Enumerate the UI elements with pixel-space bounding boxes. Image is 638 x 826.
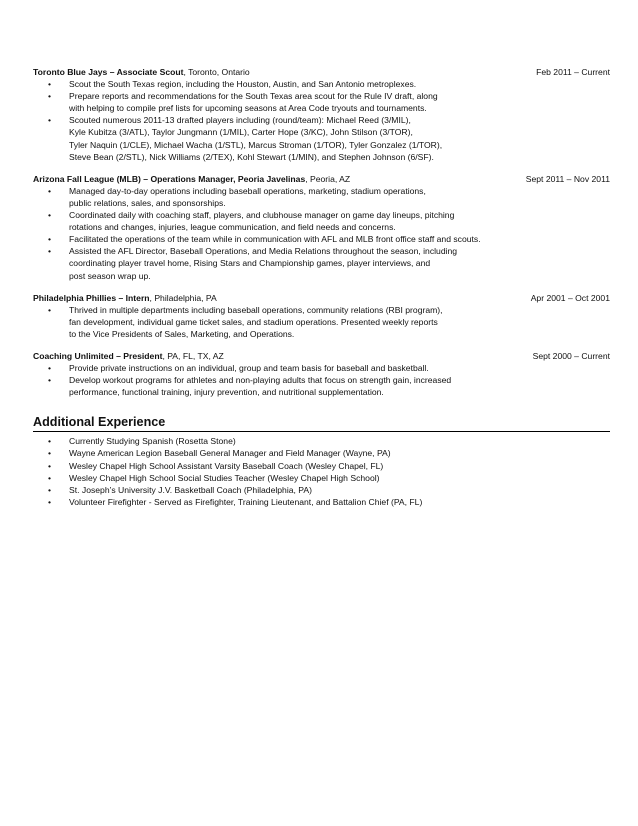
job-role: Intern: [125, 292, 150, 303]
job-bullet: [33, 78, 610, 90]
job-header: [33, 350, 610, 362]
additional-item-text: Wayne American Legion Baseball General Manager and Field Manager (Wayne, PA): [69, 448, 391, 459]
bullet-line: to the Vice Presidents of Sales, Marketing, and Operations.: [69, 328, 295, 339]
job-location: , Philadelphia, PA: [149, 292, 217, 303]
bullet-marker: •: [48, 448, 52, 459]
job-bullets: [33, 185, 610, 282]
job-bullets: [33, 78, 610, 163]
additional-experience-item: [33, 496, 610, 508]
bullet-line: fan development, individual game ticket sales, and stadium operations. Presented weekly reports: [69, 316, 438, 327]
job-title-line: [33, 173, 350, 185]
resume-content: [33, 66, 610, 508]
bullet-marker: •: [48, 210, 52, 221]
employer-name: Toronto Blue Jays: [33, 67, 108, 77]
employer-name: Arizona Fall League (MLB): [33, 173, 141, 184]
bullet-line: performance, functional training, injury prevention, and nutritional supplementation.: [69, 387, 384, 398]
job-bullet: [33, 209, 610, 233]
bullet-marker: •: [48, 375, 52, 386]
job-entry: [33, 350, 610, 398]
job-role: Operations Manager, Peoria Javelinas: [150, 173, 306, 184]
bullet-line: post season wrap up.: [69, 270, 151, 281]
bullet-line: Steve Bean (2/STL), Nick Williams (2/TEX), Kohl Stewart (1/MIN), and Stephen Johnson (6/SF).: [69, 151, 434, 162]
bullet-marker: •: [48, 185, 52, 196]
bullet-marker: •: [48, 472, 52, 483]
bullet-marker: •: [48, 496, 52, 507]
job-bullets: [33, 304, 610, 340]
additional-experience-item: [33, 435, 610, 447]
bullet-line: Kyle Kubitza (3/ATL), Taylor Jungmann (1/MIL), Carter Hope (3/KC), John Stilson (3/TOR),: [69, 127, 413, 138]
additional-item-text: Currently Studying Spanish (Rosetta Stone): [69, 436, 236, 447]
bullet-marker: •: [48, 246, 52, 257]
bullet-marker: •: [48, 484, 52, 495]
bullet-line: Develop workout programs for athletes and non-playing adults that focus on strength gain, increased: [69, 375, 452, 386]
bullet-marker: •: [48, 115, 52, 126]
additional-item-text: Wesley Chapel High School Assistant Varsity Baseball Coach (Wesley Chapel, FL): [69, 460, 384, 471]
bullet-marker: •: [48, 234, 52, 245]
bullet-marker: •: [48, 460, 52, 471]
job-bullet: [33, 374, 610, 398]
job-entry: [33, 66, 610, 163]
job-header: [33, 292, 610, 304]
additional-item-text: Wesley Chapel High School Social Studies Teacher (Wesley Chapel High School): [69, 472, 380, 483]
additional-experience-item: [33, 472, 610, 484]
bullet-line: Facilitated the operations of the team while in communication with AFL and MLB front office staff and scouts.: [69, 234, 481, 245]
bullet-line: Tyler Naquin (1/CLE), Michael Wacha (1/STL), Marcus Stroman (1/TOR), Tyler Gonzalez (1/TOR),: [69, 139, 443, 150]
bullet-line: Coordinated daily with coaching staff, players, and clubhouse manager on game day lineups, pitching: [69, 210, 455, 221]
additional-experience-heading: Additional Experience: [33, 414, 610, 432]
job-bullets: [33, 362, 610, 398]
additional-item-text: St. Joseph’s University J.V. Basketball Coach (Philadelphia, PA): [69, 484, 312, 495]
bullet-line: Scouted numerous 2011-13 drafted players including (round/team): Michael Reed (3/MIL),: [69, 115, 411, 126]
employer-name: Coaching Unlimited: [33, 350, 114, 361]
job-header: [33, 173, 610, 185]
job-dates: Sept 2000 – Current: [532, 350, 610, 361]
bullet-line: Thrived in multiple departments including baseball operations, community relations (RBI program),: [69, 304, 443, 315]
bullet-marker: •: [48, 436, 52, 447]
title-separator: –: [116, 292, 126, 303]
job-title-line: [33, 292, 217, 304]
job-bullet: [33, 233, 610, 245]
bullet-marker: •: [48, 304, 52, 315]
bullet-line: rotations and changes, injuries, league communication, and field needs and concerns.: [69, 222, 396, 233]
job-title-line: [33, 66, 250, 78]
bullet-line: Managed day-to-day operations including baseball operations, marketing, stadium operations,: [69, 185, 426, 196]
job-dates: Apr 2001 – Oct 2001: [530, 292, 610, 303]
additional-experience-item: [33, 447, 610, 459]
additional-experience-item: [33, 484, 610, 496]
employer-name: Philadelphia Phillies: [33, 292, 117, 303]
job-dates: Feb 2011 – Current: [536, 67, 610, 77]
additional-experience-item: [33, 460, 610, 472]
bullet-line: coordinating player travel home, Rising Stars and Championship games, player interviews, and: [69, 258, 431, 269]
job-dates: Sept 2011 – Nov 2011: [525, 173, 610, 184]
bullet-line: Scout the South Texas region, including the Houston, Austin, and San Antonio metroplexes.: [69, 79, 417, 90]
job-bullet: [33, 304, 610, 340]
job-entry: [33, 292, 610, 340]
job-bullet: [33, 185, 610, 209]
job-location: , Toronto, Ontario: [183, 67, 250, 77]
job-header: [33, 66, 610, 78]
experience-list: [33, 66, 610, 398]
job-title-line: [33, 350, 224, 362]
bullet-line: public relations, sales, and sponsorships.: [69, 197, 226, 208]
bullet-line: Prepare reports and recommendations for the South Texas area scout for the Rule IV draft, along: [69, 91, 438, 102]
job-location: , PA, FL, TX, AZ: [162, 350, 224, 361]
bullet-line: Assisted the AFL Director, Baseball Operations, and Media Relations throughout the season, including: [69, 246, 458, 257]
title-separator: –: [107, 67, 117, 77]
job-bullet: [33, 90, 610, 114]
bullet-line: Provide private instructions on an individual, group and team basis for baseball and basketball.: [69, 363, 429, 374]
job-role: Associate Scout: [116, 67, 184, 77]
bullet-line: with helping to compile pref lists for upcoming seasons at Area Code tryouts and tournaments.: [69, 103, 427, 114]
title-separator: –: [113, 350, 124, 361]
job-bullet: [33, 362, 610, 374]
bullet-marker: •: [48, 91, 52, 102]
job-role: President: [123, 350, 163, 361]
additional-item-text: Volunteer Firefighter - Served as Firefighter, Training Lieutenant, and Battalion Chief (PA, FL): [69, 496, 423, 507]
job-location: , Peoria, AZ: [305, 173, 351, 184]
bullet-marker: •: [48, 363, 52, 374]
additional-experience-list: [33, 435, 610, 508]
job-bullet: [33, 114, 610, 162]
bullet-marker: •: [48, 79, 52, 90]
job-entry: [33, 173, 610, 282]
title-separator: –: [140, 173, 151, 184]
job-bullet: [33, 245, 610, 281]
